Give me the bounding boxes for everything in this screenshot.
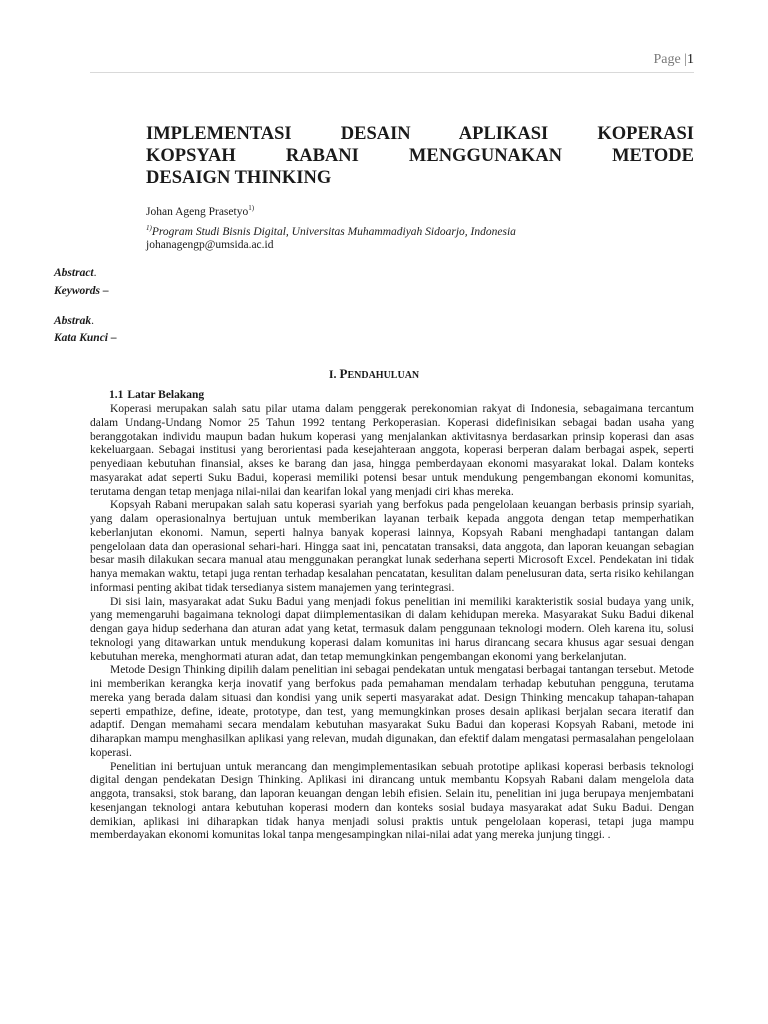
author-sup: 1) (248, 204, 255, 212)
keywords-en-label: Keywords – (54, 285, 109, 297)
subsection-heading (109, 389, 204, 401)
page-number: 1 (687, 52, 694, 67)
header-rule (90, 72, 694, 73)
title-line-3: DESAIGN THINKING (146, 168, 332, 188)
keywords-id-label: Kata Kunci – (54, 332, 117, 344)
paragraph: Koperasi merupakan salah satu pilar utama dalam penggerak perekonomian rakyat di Indonesia, sebagaimana tercantum dalam Undang-Undang Nomor 25 Tahun 1992 tentang Perkoperasian. Koperasi didefinisikan sebagai badan usaha yang beranggotakan individu maupun badan hukum koperasi yang menjalankan aktivitasnya berdasarkan prinsip koperasi dan asas kekeluargaan. Sebagai institusi yang berorientasi pada kesejahteraan anggota, koperasi berperan dalam berbagai aspek, seperti penyediaan kebutuhan finansial, akses ke barang dan jasa, hingga pemberdayaan ekonomi masyarakat lokal. Dalam konteks masyarakat adat seperti Suku Badui, koperasi memiliki potensi besar untuk mendukung pengembangan ekonomi komunitas, terutama dengan tetap menjaga nilai-nilai dan kearifan lokal yang menjadi ciri khas mereka. (90, 403, 694, 498)
paragraph: Metode Design Thinking dipilih dalam penelitian ini sebagai pendekatan untuk mengatasi berbagai tantangan tersebut. Metode ini memberikan kerangka kerja inovatif yang berfokus pada pemahaman mendalam terhadap kebutuhan pengguna, terutama mereka yang berada dalam situasi dan kondisi yang unik seperti masyarakat adat. Design Thinking mencakup tahapan-tahapan seperti empathize, define, ideate, prototype, dan test, yang memungkinkan proses desain aplikasi berjalan secara iteratif dan adaptif. Dengan memahami secara mendalam kebutuhan masyarakat Suku Badui dan koperasi Kopsyah Rabani, metode ini diharapkan mampu menghasilkan aplikasi yang relevan, mudah digunakan, dan efektif dalam mengatasi permasalahan pengelolaan koperasi. (90, 664, 694, 759)
abstract-id-label: Abstrak (54, 315, 92, 327)
page-label: Page (653, 52, 681, 67)
paper-title (146, 123, 694, 189)
author (146, 204, 254, 218)
abstract-en-trail: . (93, 267, 97, 279)
section-heading (54, 366, 694, 382)
affiliation-sup: 1) (146, 224, 152, 232)
title-line-2: KOPSYAH RABANI MENGGUNAKAN METODE (146, 146, 694, 166)
paragraph: Penelitian ini bertujuan untuk merancang dan mengimplementasikan sebuah prototipe aplikasi koperasi berbasis teknologi digital dengan pendekatan Design Thinking. Aplikasi ini dirancang untuk membantu Kopsyah Rabani dalam mengelola data anggota, transaksi, stok barang, dan laporan keuangan dengan lebih efisien. Selain itu, penelitian ini juga berupaya menjembatani kesenjangan teknologi antara kebutuhan koperasi modern dan konteks sosial budaya masyarakat adat Suku Badui. Dengan demikian, aplikasi ini diharapkan tidak hanya menjadi solusi praktis untuk pengelolaan koperasi, tetapi juga mampu memberdayakan ekonomi komunitas lokal tanpa mengesampingkan nilai-nilai adat yang mereka junjung tinggi. . (90, 760, 694, 842)
paragraph: Di sisi lain, masyarakat adat Suku Badui yang menjadi fokus penelitian ini memiliki karakteristik sosial budaya yang unik, yang memengaruhi bagaimana teknologi dapat diimplementasikan di dalam kehidupan mereka. Masyarakat Suku Badui dikenal dengan gaya hidup sederhana dan aturan adat yang ketat, termasuk dalam penggunaan teknologi modern. Oleh karena itu, solusi teknologi yang ditawarkan untuk mendukung koperasi dalam komunitas ini harus dirancang secara khusus agar sesuai dengan kebutuhan mereka, menghormati aturan adat, dan tetap memungkinkan pengembangan ekonomi yang berkelanjutan. (90, 595, 694, 663)
body-text (90, 403, 694, 843)
affiliation (146, 224, 516, 238)
author-email: johanagengp@umsida.ac.id (146, 239, 274, 251)
section-title-rest: ENDAHULUAN (347, 370, 420, 381)
abstract-id-trail: . (91, 315, 94, 327)
abstract-en-label: Abstract (54, 267, 94, 279)
keywords-id (54, 332, 117, 344)
section-title (340, 367, 420, 381)
author-name: Johan Ageng Prasetyo (146, 205, 249, 218)
paragraph: Kopsyah Rabani merupakan salah satu koperasi syariah yang berfokus pada pengelolaan keuangan berbasis prinsip syariah, yang dalam operasionalnya bertujuan untuk memberikan layanan terbaik kepada anggota dengan tetap memperhatikan keberlanjutan ekonomi. Namun, seperti halnya banyak koperasi lainnya, Kopsyah Rabani menghadapi tantangan dalam pengelolaan data dan operasional sehari-hari. Hingga saat ini, pencatatan transaksi, data anggota, dan laporan keuangan sebagian besar masih dilakukan secara manual atau menggunakan perangkat lunak sederhana seperti Microsoft Excel. Pendekatan ini tidak hanya memakan waktu, tetapi juga rentan terhadap kesalahan pencatatan, kesulitan dalam penelusuran data, serta risiko kehilangan informasi penting akibat tidak tersedianya sistem manajemen yang terintegrasi. (90, 499, 694, 594)
page-header (90, 52, 694, 68)
section-numeral: I. (328, 367, 337, 381)
keywords-en (54, 285, 109, 297)
subsection-number: 1.1 (109, 389, 124, 401)
section-title-first: P (339, 366, 348, 381)
title-line-1: IMPLEMENTASI DESAIN APLIKASI KOPERASI (146, 124, 694, 144)
abstract-id (54, 315, 94, 327)
abstract-en (54, 267, 97, 279)
page-separator: | (684, 52, 687, 67)
subsection-title: Latar Belakang (127, 389, 205, 401)
affiliation-text: Program Studi Bisnis Digital, Universitas Muhammadiyah Sidoarjo, Indonesia (151, 225, 516, 238)
